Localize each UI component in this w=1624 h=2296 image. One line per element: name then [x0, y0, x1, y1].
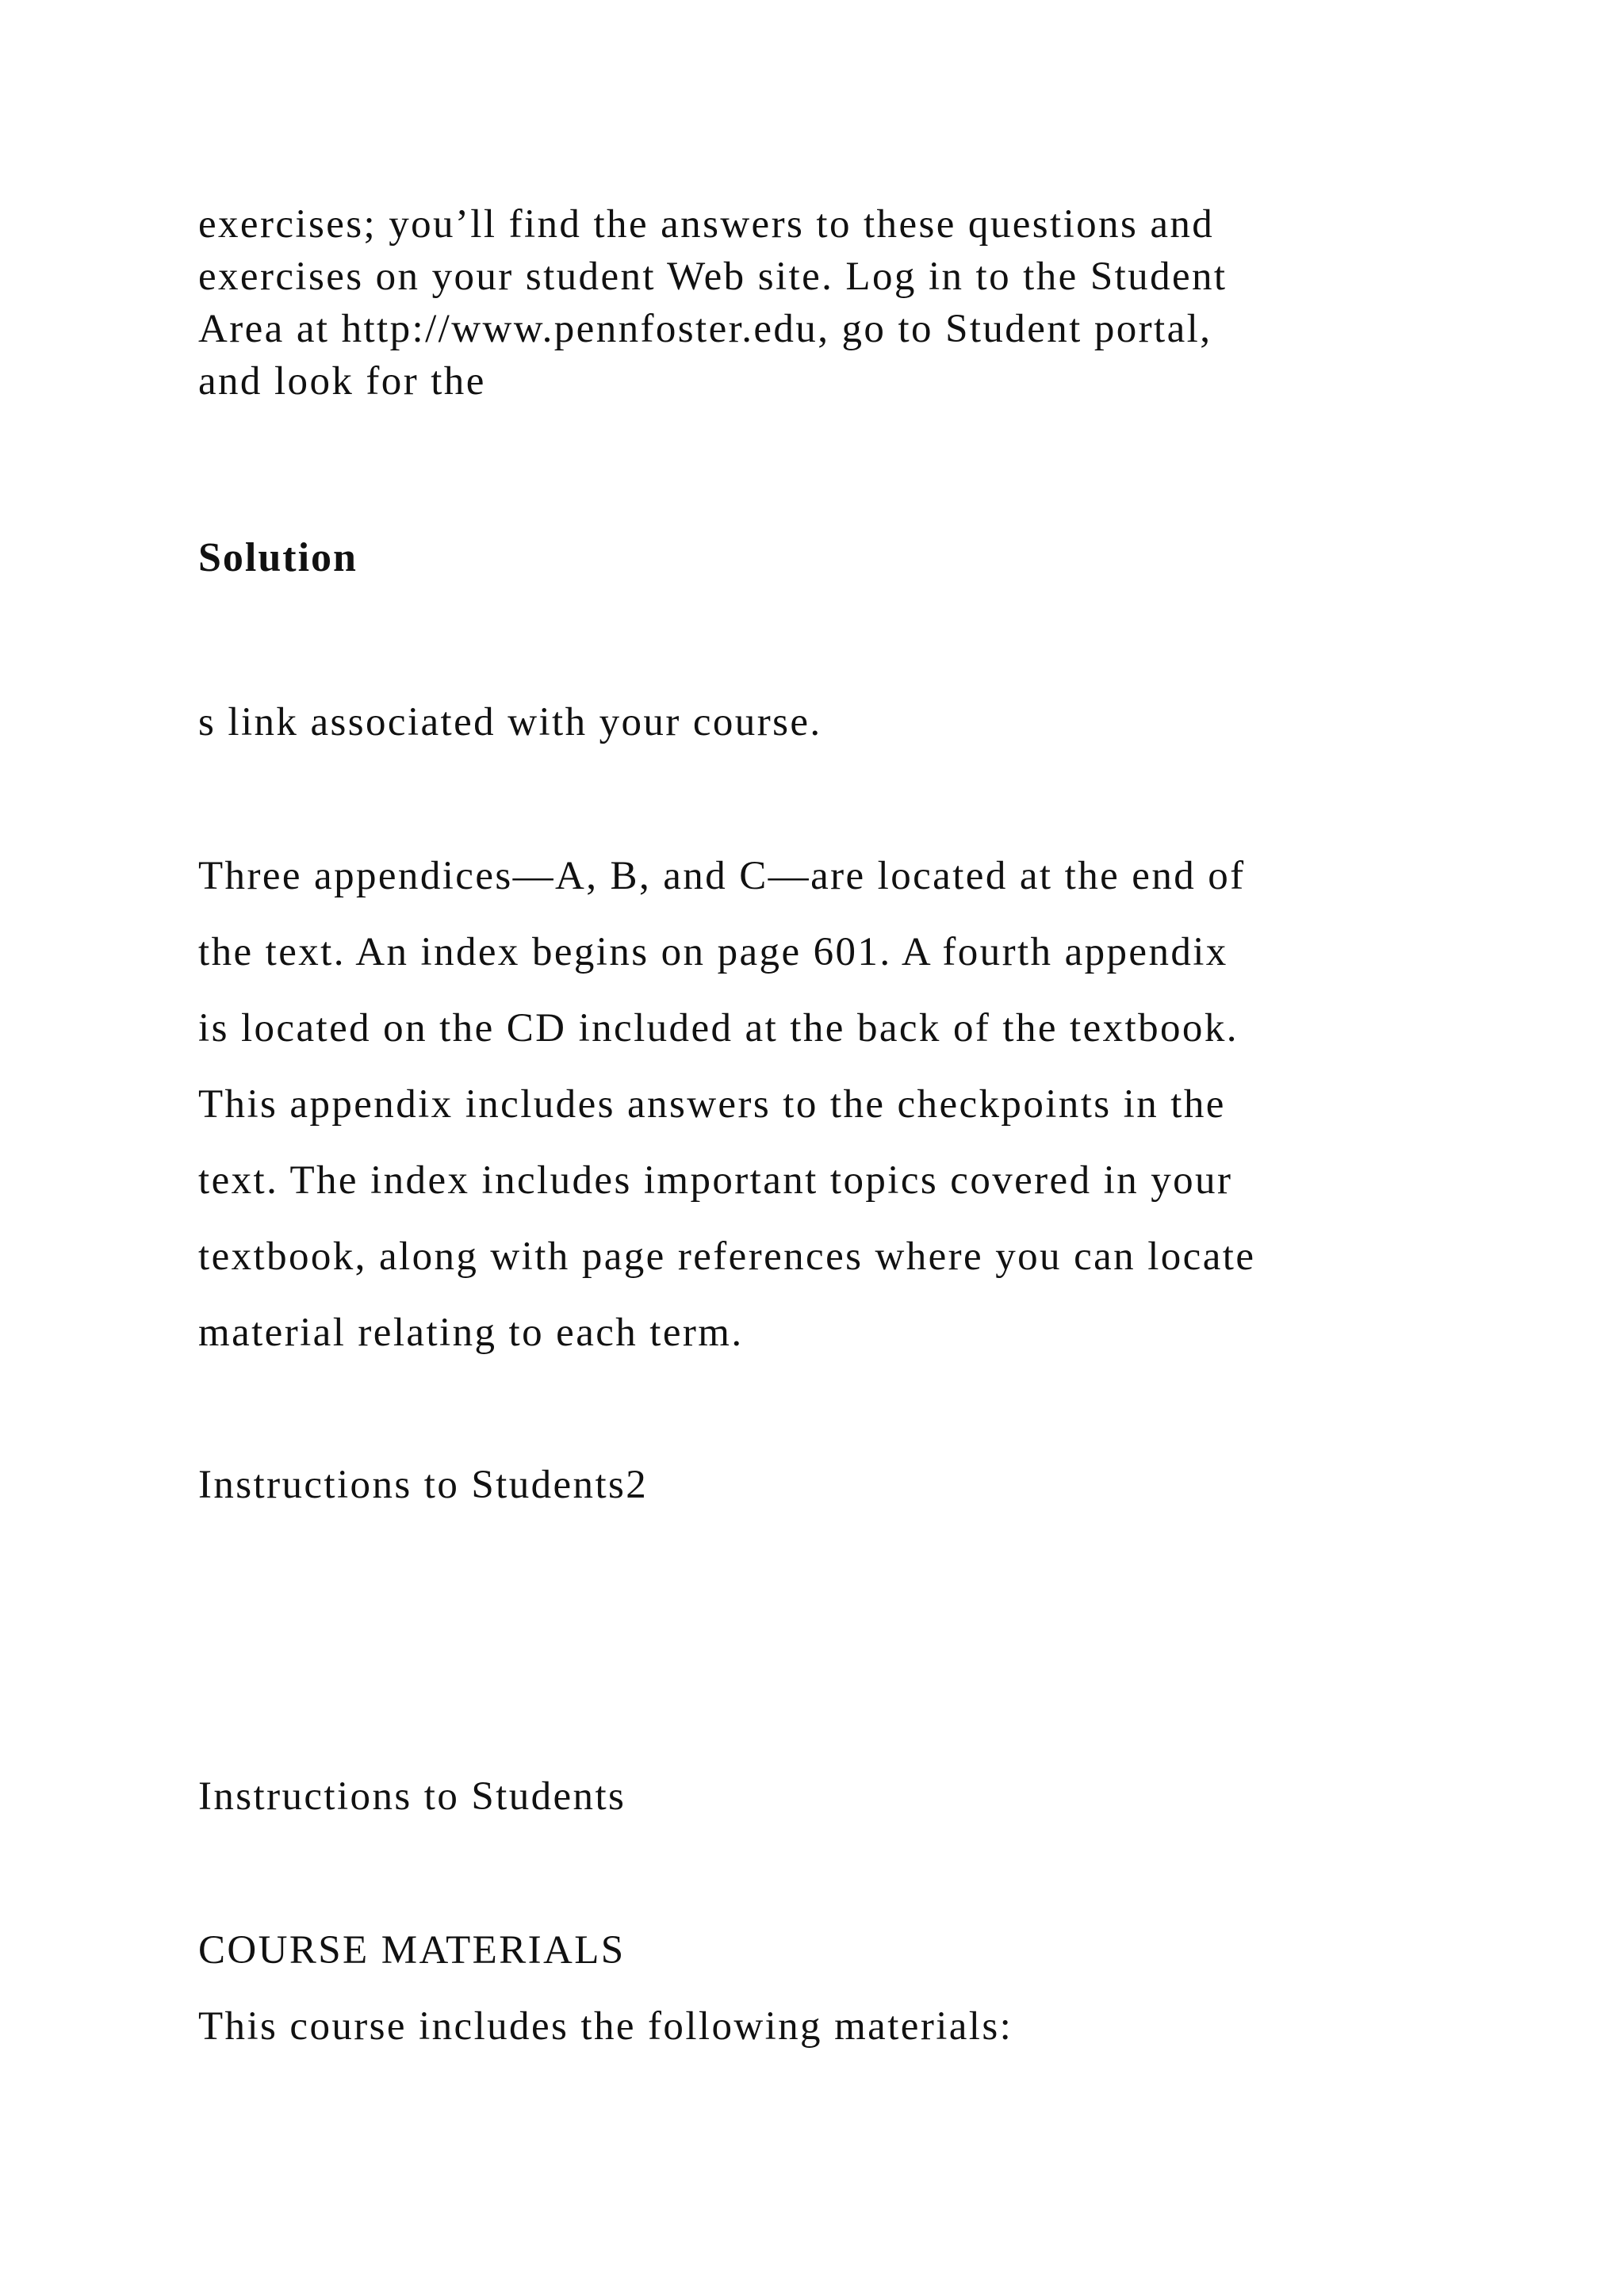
running-header: Instructions to Students — [198, 1774, 626, 1819]
intro-line-3: Area at http://www.pennfoster.edu, go to Student portal, — [198, 307, 1212, 351]
appendices-line-3: is located on the CD included at the back of the textbook. — [198, 1006, 1239, 1050]
intro-line-1: exercises; you’ll find the answers to these questions and — [198, 202, 1215, 247]
link-line: s link associated with your course. — [198, 700, 822, 744]
solution-heading: Solution — [198, 535, 358, 580]
section-title: COURSE MATERIALS — [198, 1928, 626, 1973]
appendices-line-7: material relating to each term. — [198, 1311, 744, 1355]
appendices-line-5: text. The index includes important topics covered in your — [198, 1158, 1233, 1203]
appendices-line-1: Three appendices—A, B, and C—are located at the end of — [198, 854, 1246, 898]
appendices-line-2: the text. An index begins on page 601. A fourth appendix — [198, 930, 1228, 974]
running-footer: Instructions to Students2 — [198, 1463, 649, 1507]
intro-line-4: and look for the — [198, 359, 486, 404]
appendices-line-4: This appendix includes answers to the checkpoints in the — [198, 1082, 1226, 1127]
appendices-line-6: textbook, along with page references where you can locate — [198, 1234, 1256, 1279]
section-intro: This course includes the following materials: — [198, 2004, 1013, 2049]
intro-line-2: exercises on your student Web site. Log in to the Student — [198, 254, 1228, 299]
